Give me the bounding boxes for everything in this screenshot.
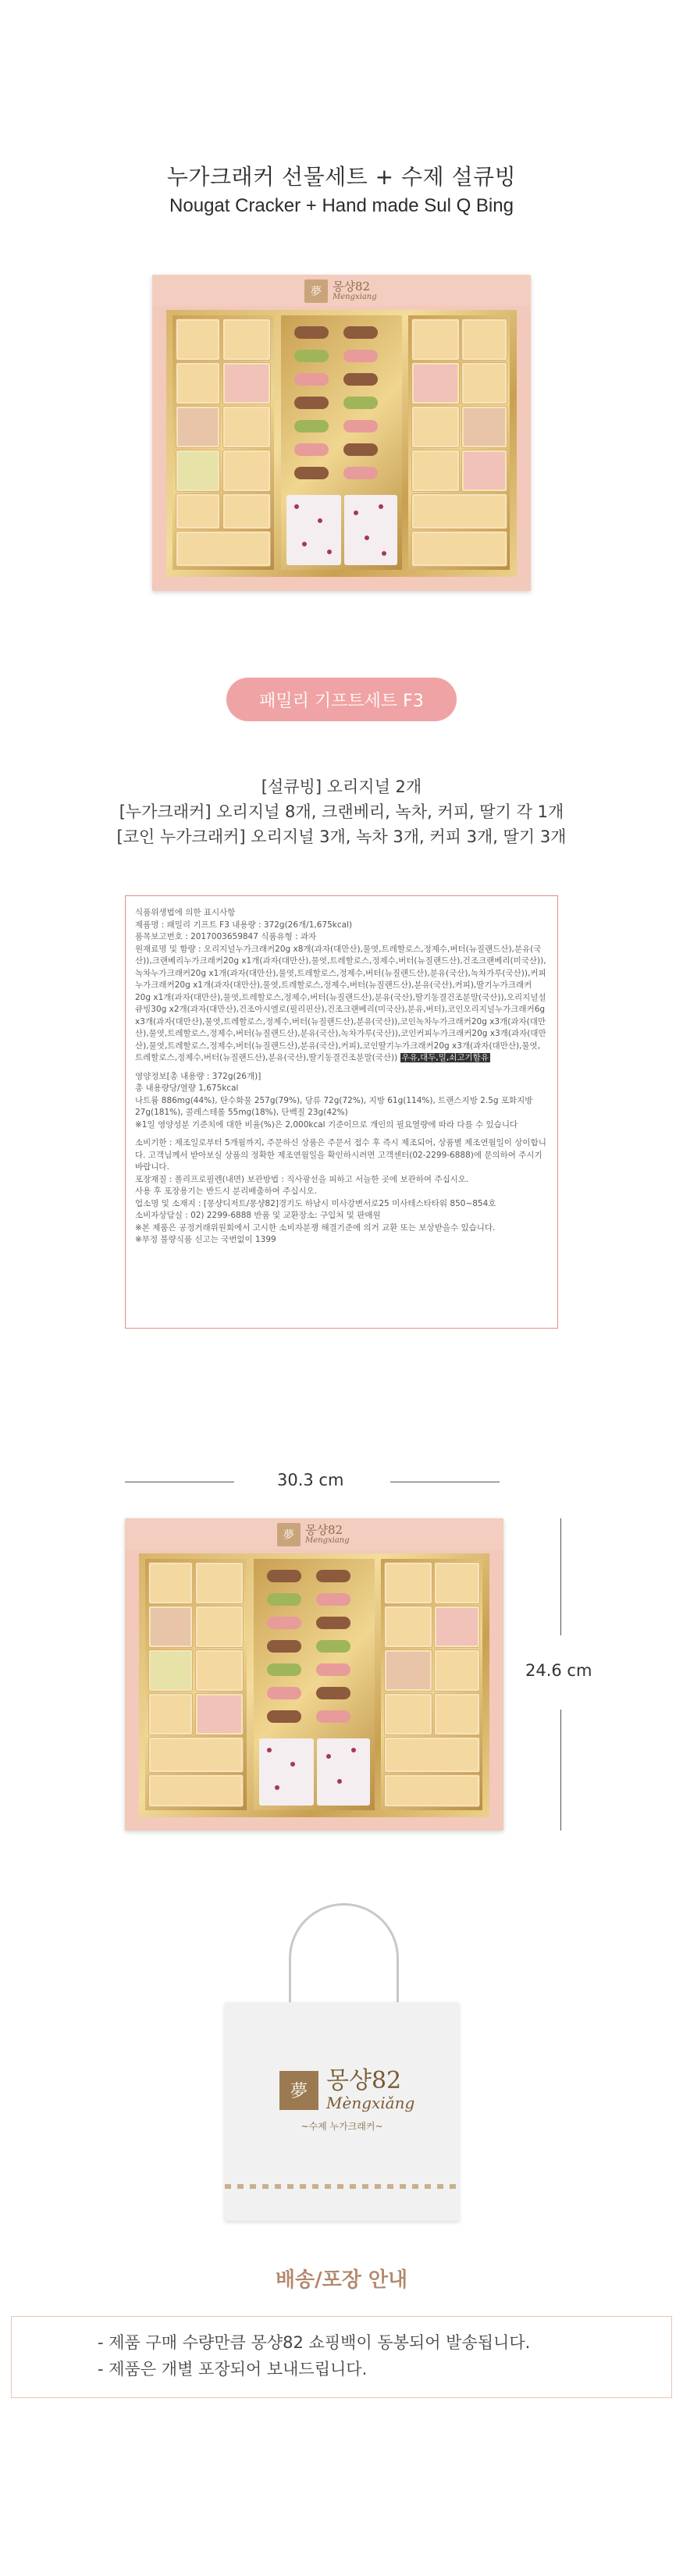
box-logo-sub: Mengxiang	[333, 292, 377, 301]
height-dimension-label: 24.6 cm	[525, 1661, 592, 1680]
height-dimension-line-top	[560, 1518, 561, 1635]
box-logo	[304, 279, 377, 303]
bag-brand-name: 몽샹82	[326, 2067, 402, 2094]
label-nutrition-kcal: 총 내용량당/열량 1,675kcal	[135, 1083, 239, 1093]
label-maker: 업소명 및 소재지 : [몽샹디저트/몽샹82]경기도 하남시 미사강변서로25 미사테스타타워 850~854호	[135, 1198, 496, 1208]
label-report-number: 품목보고번호 : 20170036598​47 식품유형 : 과자	[135, 932, 317, 941]
set-contents	[0, 774, 683, 849]
label-heading: 식품위생법에 의한 표시사항	[135, 908, 236, 917]
food-label	[125, 895, 558, 1329]
box-logo-2	[277, 1523, 350, 1546]
label-nutrition-note: ※1일 영양성분 기준치에 대한 비율(%)은 2,000kcal 기준이므로 개인의 필요열량에 따라 다를 수 있습니다	[135, 1119, 518, 1130]
label-consumer: 소비자상담실 : 02) 2299-6888 반품 및 교환장소: 구입처 및 판매원	[135, 1211, 381, 1220]
width-dimension-label: 30.3 cm	[277, 1471, 344, 1489]
label-note-report: ※부정 불량식품 신고는 국번없이 1399	[135, 1235, 276, 1244]
label-expiry: 소비기한 : 제조일로부터 5개월까지, 주문하신 상품은 주문서 접수 후 즉시 제조되어, 상품별 제조연월일이 상이합니다. 고객님께서 받아보실 상품의 정확한 제조연월일을 확인하시려면 고객센터(02-2299-6888)에 문의하여 주시기 바랍니다.	[135, 1138, 546, 1172]
set-item-sulqbing: [설큐빙] 오리지널 2개	[261, 777, 422, 796]
label-after-use: 사용 후 포장용기는 반드시 분리배출하여 주십시오.	[135, 1187, 318, 1196]
box-logo-sub-2: Mengxiang	[305, 1535, 350, 1545]
box-logo-name: 몽샹82	[333, 279, 371, 294]
box-logo-mark-2: 夢	[277, 1523, 301, 1546]
product-title-korean: 누가크래커 선물세트 + 수제 설큐빙	[166, 164, 517, 190]
set-item-nougat-cracker: [누가크래커] 오리지널 8개, 크랜베리, 녹차, 커피, 딸기 각 1개	[119, 802, 564, 821]
product-set-badge: 패밀리 기프트세트 F3	[226, 678, 457, 721]
bag-logo-mark: 夢	[279, 2071, 318, 2110]
product-title-english: Nougat Cracker + Hand made Sul Q Bing	[169, 195, 514, 216]
shipping-line-packaging: - 제품은 개별 포장되어 보내드립니다.	[98, 2360, 368, 2379]
label-nutrition-detail: 나트륨 886mg(44%), 탄수화물 257g(79%), 당류 72g(72%), 지방 61g(114%), 트랜스지방 2.5g 포화지방 27g(181%), 콜레스테롤 55mg(18%), 단백질 23g(42%)	[135, 1095, 533, 1117]
label-note-exchange: ※본 제품은 공정거래위원회에서 고시한 소비자분쟁 해결기준에 의거 교환 또는 보상받을수 있습니다.	[135, 1222, 496, 1233]
shipping-line-bag: - 제품 구매 수량만큼 몽샹82 쇼핑백이 동봉되어 발송됩니다.	[98, 2333, 531, 2352]
shipping-info-box	[11, 2316, 672, 2398]
set-item-coin-nougat-cracker: [코인 누가크래커] 오리지널 3개, 녹차 3개, 커피 3개, 딸기 3개	[116, 827, 567, 846]
label-allergy: 우유,대두,밀,쇠고기함유	[401, 1053, 489, 1062]
box-logo-mark: 夢	[304, 279, 328, 303]
label-nutrition-title: 영양정보[총 내용량 : 372g(26개)]	[135, 1071, 261, 1081]
bag-logo	[279, 2069, 414, 2112]
gift-box-photo	[152, 275, 531, 591]
bag-brand-english: Mèngxiǎng	[326, 2093, 415, 2112]
bag-pattern	[225, 2184, 459, 2189]
bag-tagline: ~수제 누가크래커~	[301, 2121, 383, 2132]
shipping-title: 배송/포장 안내	[275, 2268, 408, 2292]
label-packaging: 포장재질 : 폴리프로필렌(내면) 보관방법 : 직사광선을 피하고 서늘한 곳에 보관하여 주십시오.	[135, 1174, 469, 1184]
label-ingredients: 원재료명 및 함량 : 오리지널누가크래커20g x8개(과자(대만산),물엿,트레할로스,정제수,버터(뉴질랜드산),분유(국산)),크랜베리누가크래커20g x1개(과자(대만산),물엿,트레할로스,정제수,버터(뉴질랜드산),건조크랜베리(미국산)),녹차누가크래커20g x1개(과자(대만산),물엿,트레할로스,정제수,버터(뉴질랜드산),분유(국산),녹차가루(국산)),커피누가크래커20g x1개(과자(대만산),물엿,트레할로스,정제수,버터(뉴질랜드산),분유(국산),커피),딸기누가크래커 20g x1개(과자(대만산),물엿,트레할로스,정제수,버터(뉴질랜드산),분유(국산),딸기동결건조분말(국산)),오리지널설큐빙30g x2개(과자(대만산),건조아시엘로(필리핀산),건조크랜베리(미국산),분유,버터),코인오리지널누가크래커6g x3개(과자(대만산),물엿,트레할로스,정제수,버터(뉴질랜드산),분유(국산)),코인녹차누가크래커20g x3개(과자(대만산),물엿,트레할로스,정제수,버터(뉴질랜드산),분유(국산),녹차가루(국산)),코인커피누가크래커20g x3개(과자(대만산),물엿,트레할로스,정제수,버터(뉴질랜드산),분유(국산),커피),코인딸기누가크래커20g x3개(과자(대만산),물엿,트레할로스,정제수,버터(뉴질랜드산),분유(국산),딸기동결건조분말(국산))	[135, 944, 546, 1062]
label-product-name: 제품명 : 패밀리 기프트 F3 내용량 : 372g(26개/1,675kcal)	[135, 920, 353, 930]
box-logo-name-2: 몽샹82	[305, 1522, 343, 1537]
gift-box-photo-dimensions	[125, 1518, 503, 1831]
shopping-bag-handle	[289, 1903, 399, 2007]
height-dimension-line-bottom	[560, 1710, 561, 1831]
shopping-bag	[225, 2002, 459, 2221]
